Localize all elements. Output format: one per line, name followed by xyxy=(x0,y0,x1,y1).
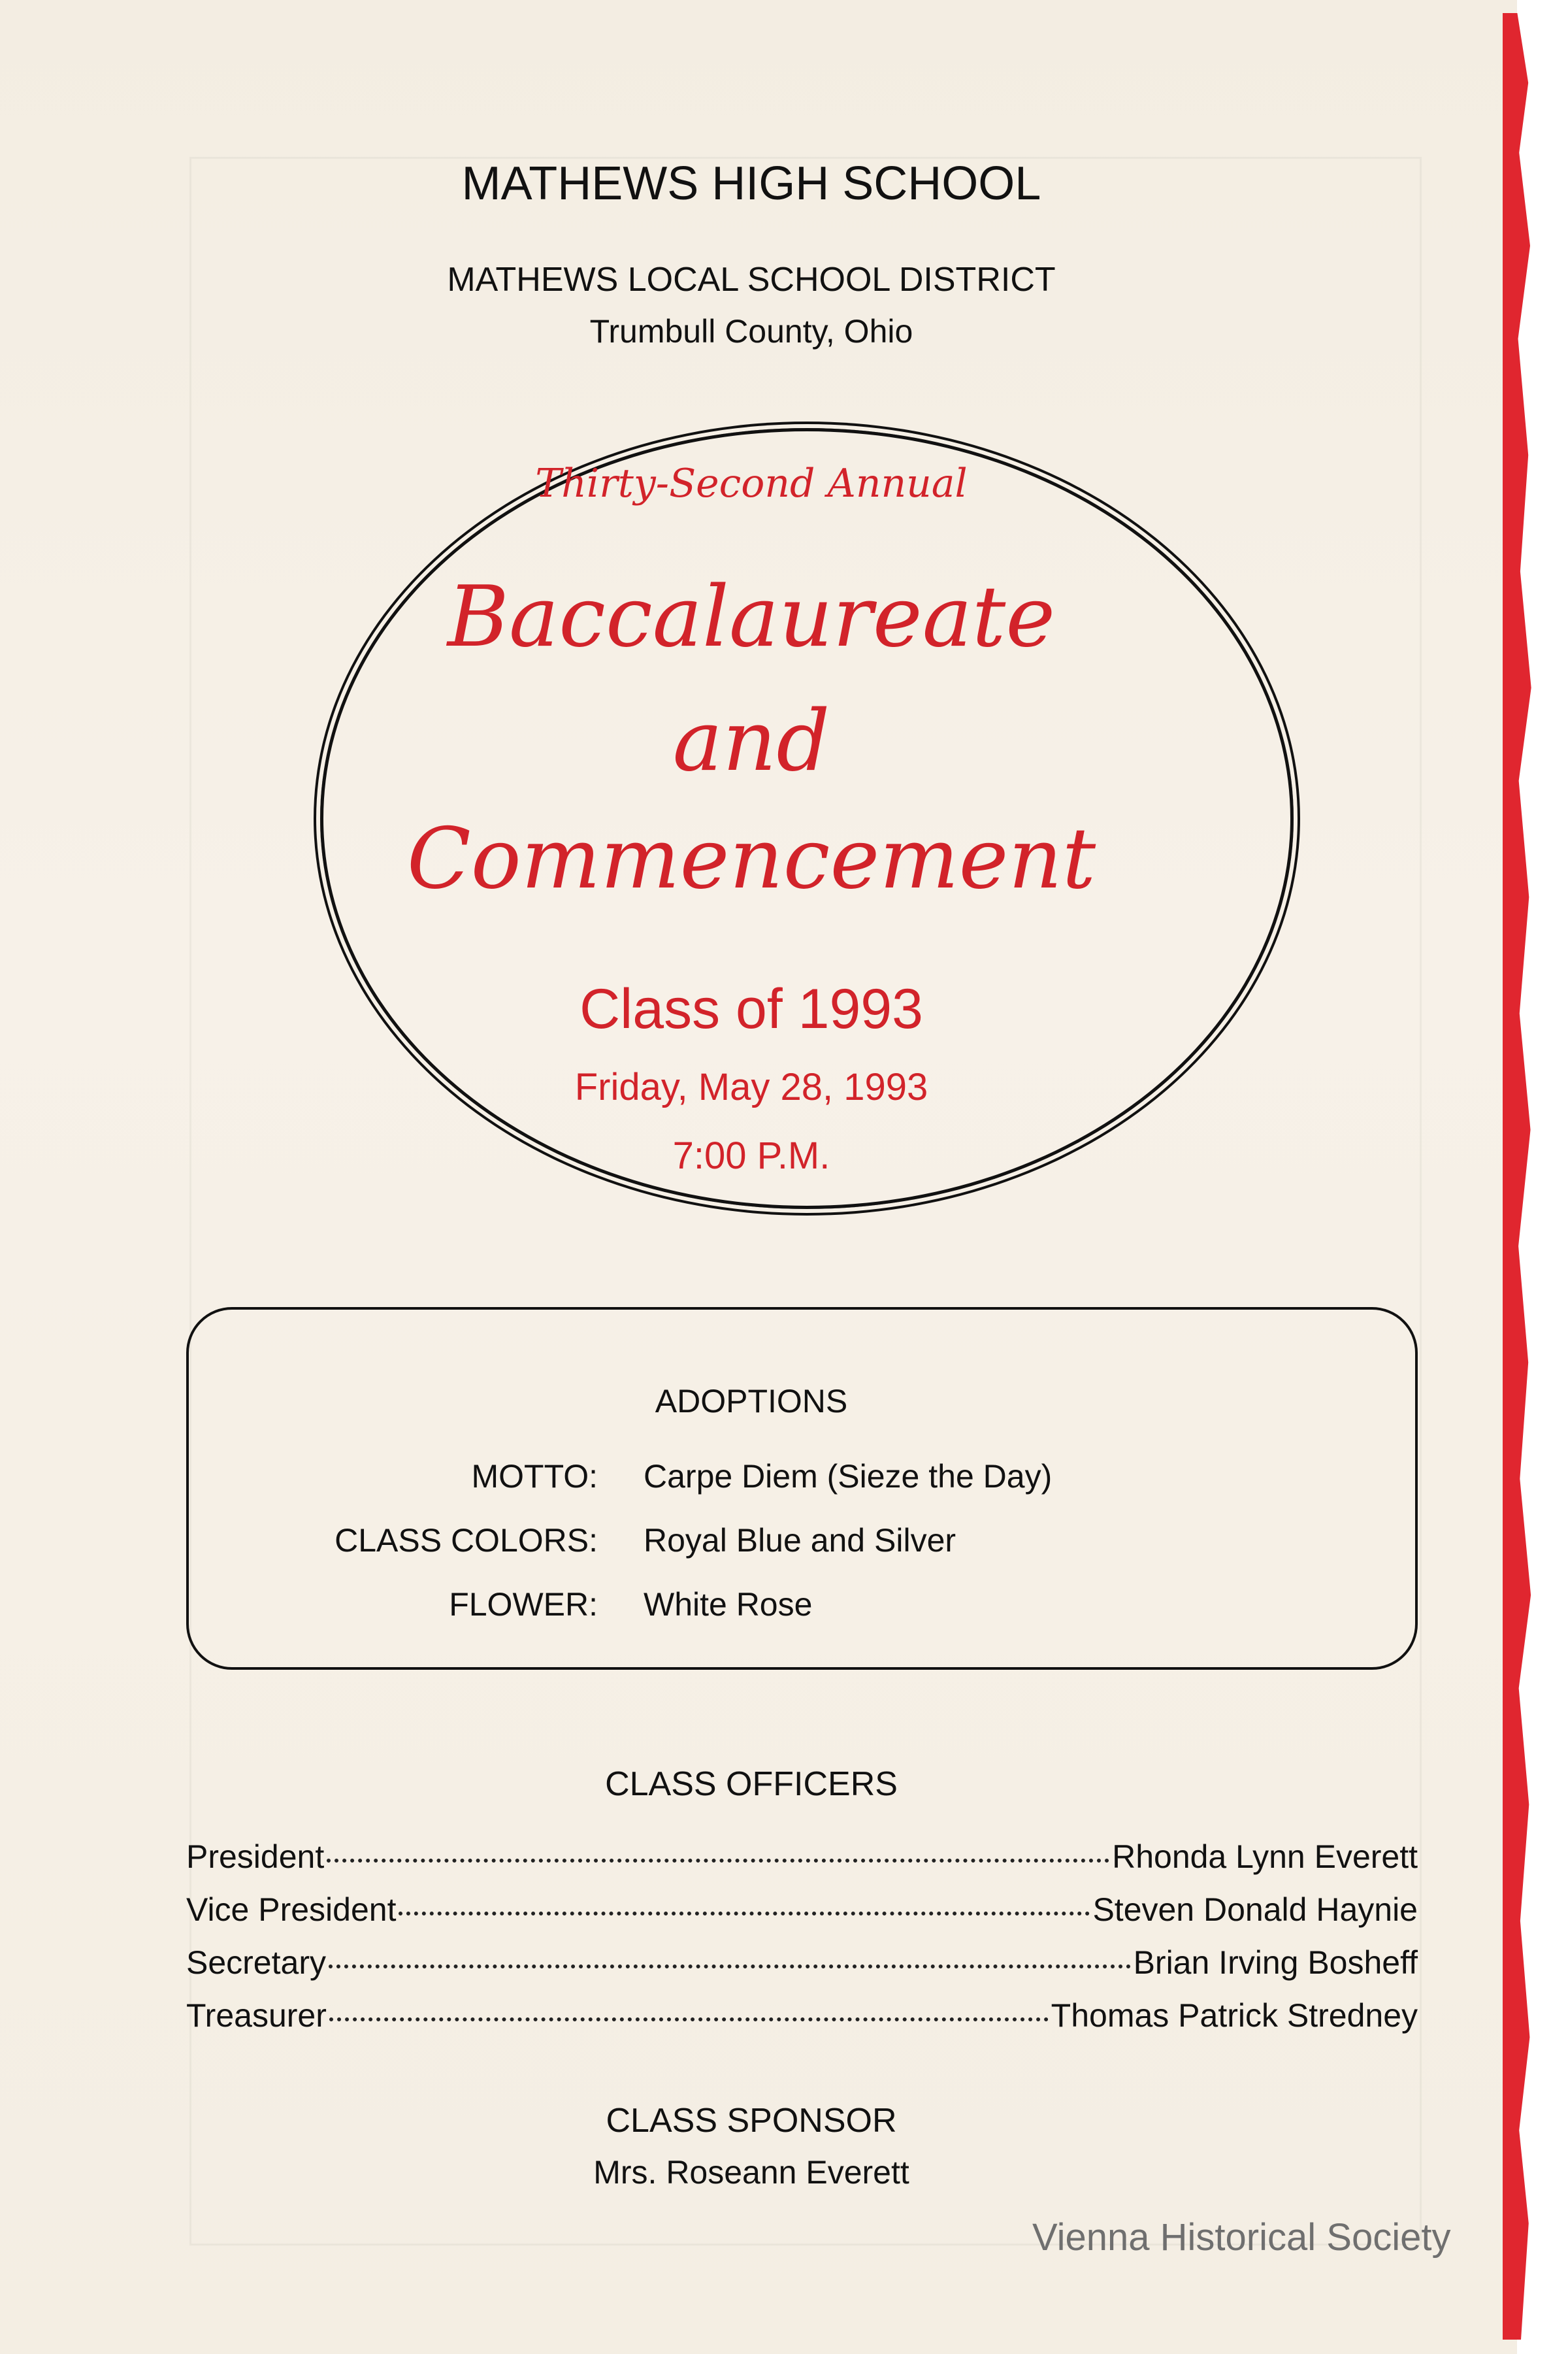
district-name: MATHEWS LOCAL SCHOOL DISTRICT xyxy=(447,261,1056,299)
officer-treasurer xyxy=(186,1997,1418,2034)
leader-dots xyxy=(329,2017,1049,2021)
adoption-value: Carpe Diem (Sieze the Day) xyxy=(644,1458,1053,1495)
adoption-label: MOTTO: xyxy=(471,1458,598,1495)
event-time: 7:00 P.M. xyxy=(672,1135,830,1177)
officer-name: Thomas Patrick Stredney xyxy=(1051,1997,1418,2034)
officer-role: Secretary xyxy=(186,1944,326,1981)
event-title-line1: Baccalaureate xyxy=(447,569,1056,666)
watermark-text: Vienna Historical Society xyxy=(1032,2216,1451,2259)
leader-dots xyxy=(399,1912,1090,1915)
adoption-value: White Rose xyxy=(644,1586,813,1623)
officer-secretary xyxy=(186,1944,1418,1981)
event-date: Friday, May 28, 1993 xyxy=(574,1066,928,1108)
class-year: Class of 1993 xyxy=(580,978,923,1040)
event-title-line2: and xyxy=(672,693,830,790)
county-name: Trumbull County, Ohio xyxy=(589,313,913,350)
school-name: MATHEWS HIGH SCHOOL xyxy=(461,157,1041,210)
officer-name: Brian Irving Bosheff xyxy=(1133,1944,1418,1981)
event-title-line3: Commencement xyxy=(406,810,1096,908)
officer-role: Treasurer xyxy=(186,1997,327,2034)
officers-title: CLASS OFFICERS xyxy=(605,1765,898,1803)
sponsor-title: CLASS SPONSOR xyxy=(606,2102,897,2140)
adoptions-title: ADOPTIONS xyxy=(655,1383,848,1419)
adoption-label: CLASS COLORS: xyxy=(335,1522,598,1559)
adoption-value: Royal Blue and Silver xyxy=(644,1522,956,1559)
leader-dots xyxy=(327,1859,1109,1863)
officer-president xyxy=(186,1838,1418,1876)
officer-name: Steven Donald Haynie xyxy=(1092,1891,1418,1928)
adoption-label: FLOWER: xyxy=(449,1586,598,1623)
leader-dots xyxy=(329,1964,1131,1968)
officer-role: President xyxy=(186,1838,325,1875)
officer-name: Rhonda Lynn Everett xyxy=(1112,1838,1418,1875)
officer-vice-president xyxy=(186,1891,1418,1929)
officer-role: Vice President xyxy=(186,1891,397,1928)
sponsor-name: Mrs. Roseann Everett xyxy=(593,2154,909,2191)
event-ordinal: Thirty-Second Annual xyxy=(535,461,968,506)
